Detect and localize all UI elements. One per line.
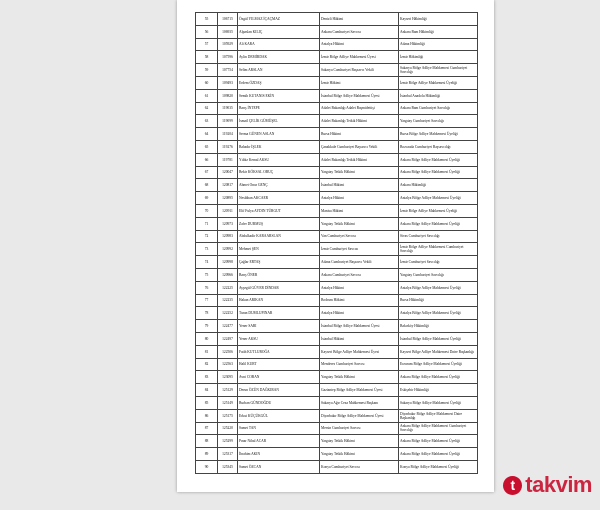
registry-number-cell: 106935 bbox=[218, 25, 238, 38]
row-number-cell: 62 bbox=[196, 102, 218, 115]
row-number-cell: 67 bbox=[196, 166, 218, 179]
current-position-cell: Yargıtay Tetkik Hâkimi bbox=[320, 217, 399, 230]
person-name-cell: Avni COBAN bbox=[238, 371, 320, 384]
row-number-cell: 59 bbox=[196, 64, 218, 77]
person-name-cell: Samet TAN bbox=[238, 422, 320, 435]
registry-number-cell: 122225 bbox=[218, 281, 238, 294]
new-position-cell: Ankara Bam Cumhuriyet Savcılığı bbox=[399, 102, 478, 115]
current-position-cell: Manisa Hâkimi bbox=[320, 204, 399, 217]
new-position-cell: Diyarbakır Bölge Adliye Mahkemesi Daire Başkanlığı bbox=[399, 409, 478, 422]
new-position-cell: Sakarya Bölge Adliye Mahkemesi Cumhuriyet Savcılığı bbox=[399, 64, 478, 77]
row-number-cell: 84 bbox=[196, 384, 218, 397]
current-position-cell: Antalya Hâkimi bbox=[320, 307, 399, 320]
current-position-cell: Denizli Hâkimi bbox=[320, 13, 399, 26]
registry-number-cell: 107596 bbox=[218, 51, 238, 64]
registry-number-cell: 120973 bbox=[218, 217, 238, 230]
registry-number-cell: 119276 bbox=[218, 140, 238, 153]
row-number-cell: 57 bbox=[196, 38, 218, 51]
registry-number-cell: 109493 bbox=[218, 76, 238, 89]
current-position-cell: Ankara Cumhuriyet Savcısı bbox=[320, 25, 399, 38]
new-position-cell: İzmir Hâkimliği bbox=[399, 51, 478, 64]
table-row bbox=[196, 307, 478, 320]
person-name-cell: Nesibhan AKCAER bbox=[238, 192, 320, 205]
new-position-cell: Ankara Bölge Adliye Mahkemesi Üyeliği bbox=[399, 217, 478, 230]
row-number-cell: 87 bbox=[196, 422, 218, 435]
new-position-cell: Ankara Bölge Adliye Mahkemesi Cumhuriyet Savcılığı bbox=[399, 422, 478, 435]
current-position-cell: Yargıtay Tetkik Hâkimi bbox=[320, 435, 399, 448]
table-row bbox=[196, 281, 478, 294]
person-name-cell: Halil KURT bbox=[238, 358, 320, 371]
current-position-cell: Yargıtay Tetkik Hâkimi bbox=[320, 448, 399, 461]
registry-number-cell: 120911 bbox=[218, 204, 238, 217]
registry-number-cell: 120998 bbox=[218, 256, 238, 269]
table-body bbox=[196, 13, 478, 474]
registry-number-cell: 105929 bbox=[218, 38, 238, 51]
table-row bbox=[196, 294, 478, 307]
person-name-cell: Alpaslan KILIÇ bbox=[238, 25, 320, 38]
new-position-cell: İzmir Cumhuriyet Savcılığı bbox=[399, 256, 478, 269]
current-position-cell: Diyarbakır Bölge Adliye Mahkemesi Üyesi bbox=[320, 409, 399, 422]
current-position-cell: Sakarya Cumhuriyet Başsavcı Vekili bbox=[320, 64, 399, 77]
table-row bbox=[196, 115, 478, 128]
row-number-cell: 89 bbox=[196, 448, 218, 461]
current-position-cell: İzmir Hâkimi bbox=[320, 76, 399, 89]
current-position-cell: İstanbul Bölge Adliye Mahkemesi Üyesi bbox=[320, 89, 399, 102]
person-name-cell: Aylin DEMİRDAK bbox=[238, 51, 320, 64]
current-position-cell: Ankara Cumhuriyet Savcısı bbox=[320, 268, 399, 281]
registry-number-cell: 107754 bbox=[218, 64, 238, 77]
document-page bbox=[177, 0, 494, 492]
current-position-cell: Adalet Bakanlığı Tetkik Hâkimi bbox=[320, 115, 399, 128]
new-position-cell: Ankara Bölge Adliye Mahkemesi Üyeliği bbox=[399, 435, 478, 448]
current-position-cell: Mersin Cumhuriyet Savcısı bbox=[320, 422, 399, 435]
row-number-cell: 70 bbox=[196, 204, 218, 217]
new-position-cell: Yargıtay Cumhuriyet Savcılığı bbox=[399, 115, 478, 128]
person-name-cell: Bekir KÖKSAL ORUÇ bbox=[238, 166, 320, 179]
registry-number-cell: 125299 bbox=[218, 435, 238, 448]
table-row bbox=[196, 217, 478, 230]
table-row bbox=[196, 448, 478, 461]
new-position-cell: Ankara Bölge Adliye Mahkemesi Üyeliği bbox=[399, 153, 478, 166]
new-position-cell: Sakarya Bölge Adliye Mahkemesi Üyeliği bbox=[399, 396, 478, 409]
registry-number-cell: 125317 bbox=[218, 448, 238, 461]
registry-number-cell: 119035 bbox=[218, 102, 238, 115]
current-position-cell: Kayseri Bölge Adliye Mahkemesi Üyesi bbox=[320, 345, 399, 358]
new-position-cell: Antalya Bölge Adliye Mahkemesi Üyeliği bbox=[399, 281, 478, 294]
row-number-cell: 83 bbox=[196, 371, 218, 384]
row-number-cell: 56 bbox=[196, 25, 218, 38]
person-name-cell: Özgül YILMAZ İÇAÇMAZ bbox=[238, 13, 320, 26]
row-number-cell: 86 bbox=[196, 409, 218, 422]
new-position-cell: Antalya Bölge Adliye Mahkemesi Üyeliği bbox=[399, 192, 478, 205]
table-row bbox=[196, 89, 478, 102]
current-position-cell: Sakarya Ağır Ceza Mahkemesi Başkanı bbox=[320, 396, 399, 409]
person-name-cell: Turan DUMLUPINAR bbox=[238, 307, 320, 320]
registry-number-cell: 122477 bbox=[218, 320, 238, 333]
registry-number-cell: 122563 bbox=[218, 358, 238, 371]
new-position-cell: Ankara Hâkimliği bbox=[399, 179, 478, 192]
registry-number-cell: 120047 bbox=[218, 166, 238, 179]
person-name-cell: İbrahim AKIN bbox=[238, 448, 320, 461]
row-number-cell: 85 bbox=[196, 396, 218, 409]
table-row bbox=[196, 230, 478, 243]
row-number-cell: 72 bbox=[196, 230, 218, 243]
new-position-cell: Ankara Bölge Adliye Mahkemesi Üyeliği bbox=[399, 448, 478, 461]
current-position-cell: Van Cumhuriyet Savcısı bbox=[320, 230, 399, 243]
row-number-cell: 68 bbox=[196, 179, 218, 192]
person-name-cell: Semih KUTANIS EKİN bbox=[238, 89, 320, 102]
table-row bbox=[196, 76, 478, 89]
row-number-cell: 58 bbox=[196, 51, 218, 64]
person-name-cell: Barış İNTEPE bbox=[238, 102, 320, 115]
new-position-cell: Eskişehir Hâkimliği bbox=[399, 384, 478, 397]
current-position-cell: İstanbul Bölge Adliye Mahkemesi Üyesi bbox=[320, 320, 399, 333]
current-position-cell: İzmir Cumhuriyet Savcısı bbox=[320, 243, 399, 256]
table-row bbox=[196, 396, 478, 409]
person-name-cell: Barış ÖNER bbox=[238, 268, 320, 281]
row-number-cell: 90 bbox=[196, 460, 218, 473]
current-position-cell: İstanbul Hâkimi bbox=[320, 332, 399, 345]
person-name-cell: Pınar Nihal ACAR bbox=[238, 435, 320, 448]
current-position-cell: Bursa Hâkimi bbox=[320, 128, 399, 141]
table-row bbox=[196, 102, 478, 115]
new-position-cell: İstanbul Anadolu Hâkimliği bbox=[399, 89, 478, 102]
registry-number-cell: 122252 bbox=[218, 307, 238, 320]
registry-number-cell: 120983 bbox=[218, 230, 238, 243]
row-number-cell: 82 bbox=[196, 358, 218, 371]
registry-number-cell: 125345 bbox=[218, 460, 238, 473]
current-position-cell: Gaziantep Bölge Adliye Mahkemesi Üyesi bbox=[320, 384, 399, 397]
table-row bbox=[196, 204, 478, 217]
new-position-cell: Konya Bölge Adliye Mahkemesi Üyeliği bbox=[399, 460, 478, 473]
new-position-cell: Kayseri Hâkimliği bbox=[399, 13, 478, 26]
new-position-cell: Kayseri Bölge Adliye Mahkemesi Daire Başkanlığı bbox=[399, 345, 478, 358]
person-name-cell: Elif Fulya AYDIN TÜRGUT bbox=[238, 204, 320, 217]
registry-number-cell: 120966 bbox=[218, 268, 238, 281]
table-row bbox=[196, 25, 478, 38]
registry-number-cell: 109820 bbox=[218, 89, 238, 102]
person-name-cell: Ali KARA bbox=[238, 38, 320, 51]
new-position-cell: Yargıtay Cumhuriyet Savcılığı bbox=[399, 268, 478, 281]
new-position-cell: Bursa Bölge Adliye Mahkemesi Üyeliği bbox=[399, 128, 478, 141]
table-row bbox=[196, 128, 478, 141]
current-position-cell: Antalya Hâkimi bbox=[320, 192, 399, 205]
current-position-cell: Adana Cumhuriyet Başsavcı Vekili bbox=[320, 256, 399, 269]
registry-number-cell: 120817 bbox=[218, 179, 238, 192]
row-number-cell: 79 bbox=[196, 320, 218, 333]
table-row bbox=[196, 345, 478, 358]
row-number-cell: 64 bbox=[196, 128, 218, 141]
table-row bbox=[196, 268, 478, 281]
person-name-cell: Derun ÖZÜN DAĞKIRAN bbox=[238, 384, 320, 397]
registry-number-cell: 125129 bbox=[218, 384, 238, 397]
row-number-cell: 73 bbox=[196, 243, 218, 256]
current-position-cell: Yargıtay Tetkik Hâkimi bbox=[320, 166, 399, 179]
row-number-cell: 78 bbox=[196, 307, 218, 320]
table-row bbox=[196, 13, 478, 26]
new-position-cell: İzmir Bölge Adliye Mahkemesi Üyeliği bbox=[399, 76, 478, 89]
current-position-cell: Konya Cumhuriyet Savcısı bbox=[320, 460, 399, 473]
row-number-cell: 69 bbox=[196, 192, 218, 205]
row-number-cell: 65 bbox=[196, 140, 218, 153]
person-name-cell: Yener AKSU bbox=[238, 332, 320, 345]
registry-number-cell: 125220 bbox=[218, 422, 238, 435]
row-number-cell: 74 bbox=[196, 256, 218, 269]
row-number-cell: 71 bbox=[196, 217, 218, 230]
person-name-cell: Fatih KUTLUBOĞA bbox=[238, 345, 320, 358]
table-row bbox=[196, 153, 478, 166]
appointments-table bbox=[195, 12, 478, 474]
table-row bbox=[196, 64, 478, 77]
registry-number-cell: 122506 bbox=[218, 345, 238, 358]
registry-number-cell: 106715 bbox=[218, 13, 238, 26]
registry-number-cell: 120992 bbox=[218, 243, 238, 256]
registry-number-cell: 120895 bbox=[218, 192, 238, 205]
person-name-cell: Erdem ÖZDAŞ bbox=[238, 76, 320, 89]
row-number-cell: 77 bbox=[196, 294, 218, 307]
table-row bbox=[196, 166, 478, 179]
table-row bbox=[196, 140, 478, 153]
person-name-cell: Ahmet Onur GENÇ bbox=[238, 179, 320, 192]
registry-number-cell: 122497 bbox=[218, 332, 238, 345]
person-name-cell: Samet ÖZCAN bbox=[238, 460, 320, 473]
current-position-cell: Antalya Hâkimi bbox=[320, 38, 399, 51]
table-row bbox=[196, 51, 478, 64]
table-row bbox=[196, 358, 478, 371]
person-name-cell: Selim ARSLAN bbox=[238, 64, 320, 77]
table-row bbox=[196, 371, 478, 384]
current-position-cell: İstanbul Hâkimi bbox=[320, 179, 399, 192]
new-position-cell: Antalya Bölge Adliye Mahkemesi Üyeliği bbox=[399, 307, 478, 320]
current-position-cell: Yargıtay Tetkik Hâkimi bbox=[320, 371, 399, 384]
current-position-cell: Antalya Hâkimi bbox=[320, 281, 399, 294]
table-row bbox=[196, 460, 478, 473]
table-row bbox=[196, 332, 478, 345]
new-position-cell: Bozcaada Cumhuriyet Başsavcılığı bbox=[399, 140, 478, 153]
table-row bbox=[196, 384, 478, 397]
person-name-cell: Bahadır İŞLEK bbox=[238, 140, 320, 153]
current-position-cell: Çanakkale Cumhuriyet Başsavcı Vekili bbox=[320, 140, 399, 153]
takvim-wordmark: takvim bbox=[525, 472, 592, 497]
new-position-cell: İzmir Bölge Adliye Mahkemesi Üyeliği bbox=[399, 204, 478, 217]
new-position-cell: Erzurum Bölge Adliye Mahkemesi Üyeliği bbox=[399, 358, 478, 371]
table-row bbox=[196, 243, 478, 256]
row-number-cell: 88 bbox=[196, 435, 218, 448]
row-number-cell: 75 bbox=[196, 268, 218, 281]
row-number-cell: 55 bbox=[196, 13, 218, 26]
row-number-cell: 66 bbox=[196, 153, 218, 166]
takvim-watermark bbox=[503, 472, 592, 498]
current-position-cell: Adalet Bakanlığı Tetkik Hâkimi bbox=[320, 153, 399, 166]
registry-number-cell: 125175 bbox=[218, 409, 238, 422]
row-number-cell: 81 bbox=[196, 345, 218, 358]
table-row bbox=[196, 179, 478, 192]
new-position-cell: Sivas Cumhuriyet Savcılığı bbox=[399, 230, 478, 243]
person-name-cell: Zafer DURMUŞ bbox=[238, 217, 320, 230]
table-row bbox=[196, 422, 478, 435]
person-name-cell: Mehmet ŞEN bbox=[238, 243, 320, 256]
current-position-cell: Adalet Bakanlığı Adalet Başmüfettişi bbox=[320, 102, 399, 115]
takvim-logo-icon: t bbox=[503, 476, 522, 495]
registry-number-cell: 119099 bbox=[218, 115, 238, 128]
person-name-cell: Yener SARI bbox=[238, 320, 320, 333]
current-position-cell: İzmir Bölge Adliye Mahkemesi Üyesi bbox=[320, 51, 399, 64]
new-position-cell: Bakırköy Hâkimliği bbox=[399, 320, 478, 333]
new-position-cell: Adana Hâkimliği bbox=[399, 38, 478, 51]
row-number-cell: 80 bbox=[196, 332, 218, 345]
registry-number-cell: 119204 bbox=[218, 128, 238, 141]
table-row bbox=[196, 192, 478, 205]
registry-number-cell: 125149 bbox=[218, 396, 238, 409]
table-row bbox=[196, 435, 478, 448]
current-position-cell: Bodrum Hâkimi bbox=[320, 294, 399, 307]
table-row bbox=[196, 38, 478, 51]
table-row bbox=[196, 256, 478, 269]
table-row bbox=[196, 320, 478, 333]
table-row bbox=[196, 409, 478, 422]
person-name-cell: Çağlar ERTAŞ bbox=[238, 256, 320, 269]
person-name-cell: Erkut KÜÇÜKGÜL bbox=[238, 409, 320, 422]
new-position-cell: İstanbul Bölge Adliye Mahkemesi Üyeliği bbox=[399, 332, 478, 345]
person-name-cell: Burhan GÜNDOĞDU bbox=[238, 396, 320, 409]
new-position-cell: İzmir Bölge Adliye Mahkemesi Cumhuriyet Savcılığı bbox=[399, 243, 478, 256]
registry-number-cell: 119781 bbox=[218, 153, 238, 166]
row-number-cell: 60 bbox=[196, 76, 218, 89]
row-number-cell: 63 bbox=[196, 115, 218, 128]
registry-number-cell: 123095 bbox=[218, 371, 238, 384]
row-number-cell: 76 bbox=[196, 281, 218, 294]
person-name-cell: Serma GÜNEN ASLAN bbox=[238, 128, 320, 141]
person-name-cell: Ayşegül GÜVER DİNDAR bbox=[238, 281, 320, 294]
person-name-cell: İsmail ÇELİK GÜMÜŞEL bbox=[238, 115, 320, 128]
new-position-cell: Ankara Bölge Adliye Mahkemesi Üyeliği bbox=[399, 166, 478, 179]
person-name-cell: Hakan ARIKAN bbox=[238, 294, 320, 307]
person-name-cell: Abdulkadir KARAARSLAN bbox=[238, 230, 320, 243]
row-number-cell: 61 bbox=[196, 89, 218, 102]
current-position-cell: Menderes Cumhuriyet Savcısı bbox=[320, 358, 399, 371]
registry-number-cell: 122235 bbox=[218, 294, 238, 307]
new-position-cell: Ankara Bam Hâkimliği bbox=[399, 25, 478, 38]
person-name-cell: Yıldız Kemal AKSU bbox=[238, 153, 320, 166]
new-position-cell: Ankara Bölge Adliye Mahkemesi Üyeliği bbox=[399, 371, 478, 384]
new-position-cell: Bursa Hâkimliği bbox=[399, 294, 478, 307]
